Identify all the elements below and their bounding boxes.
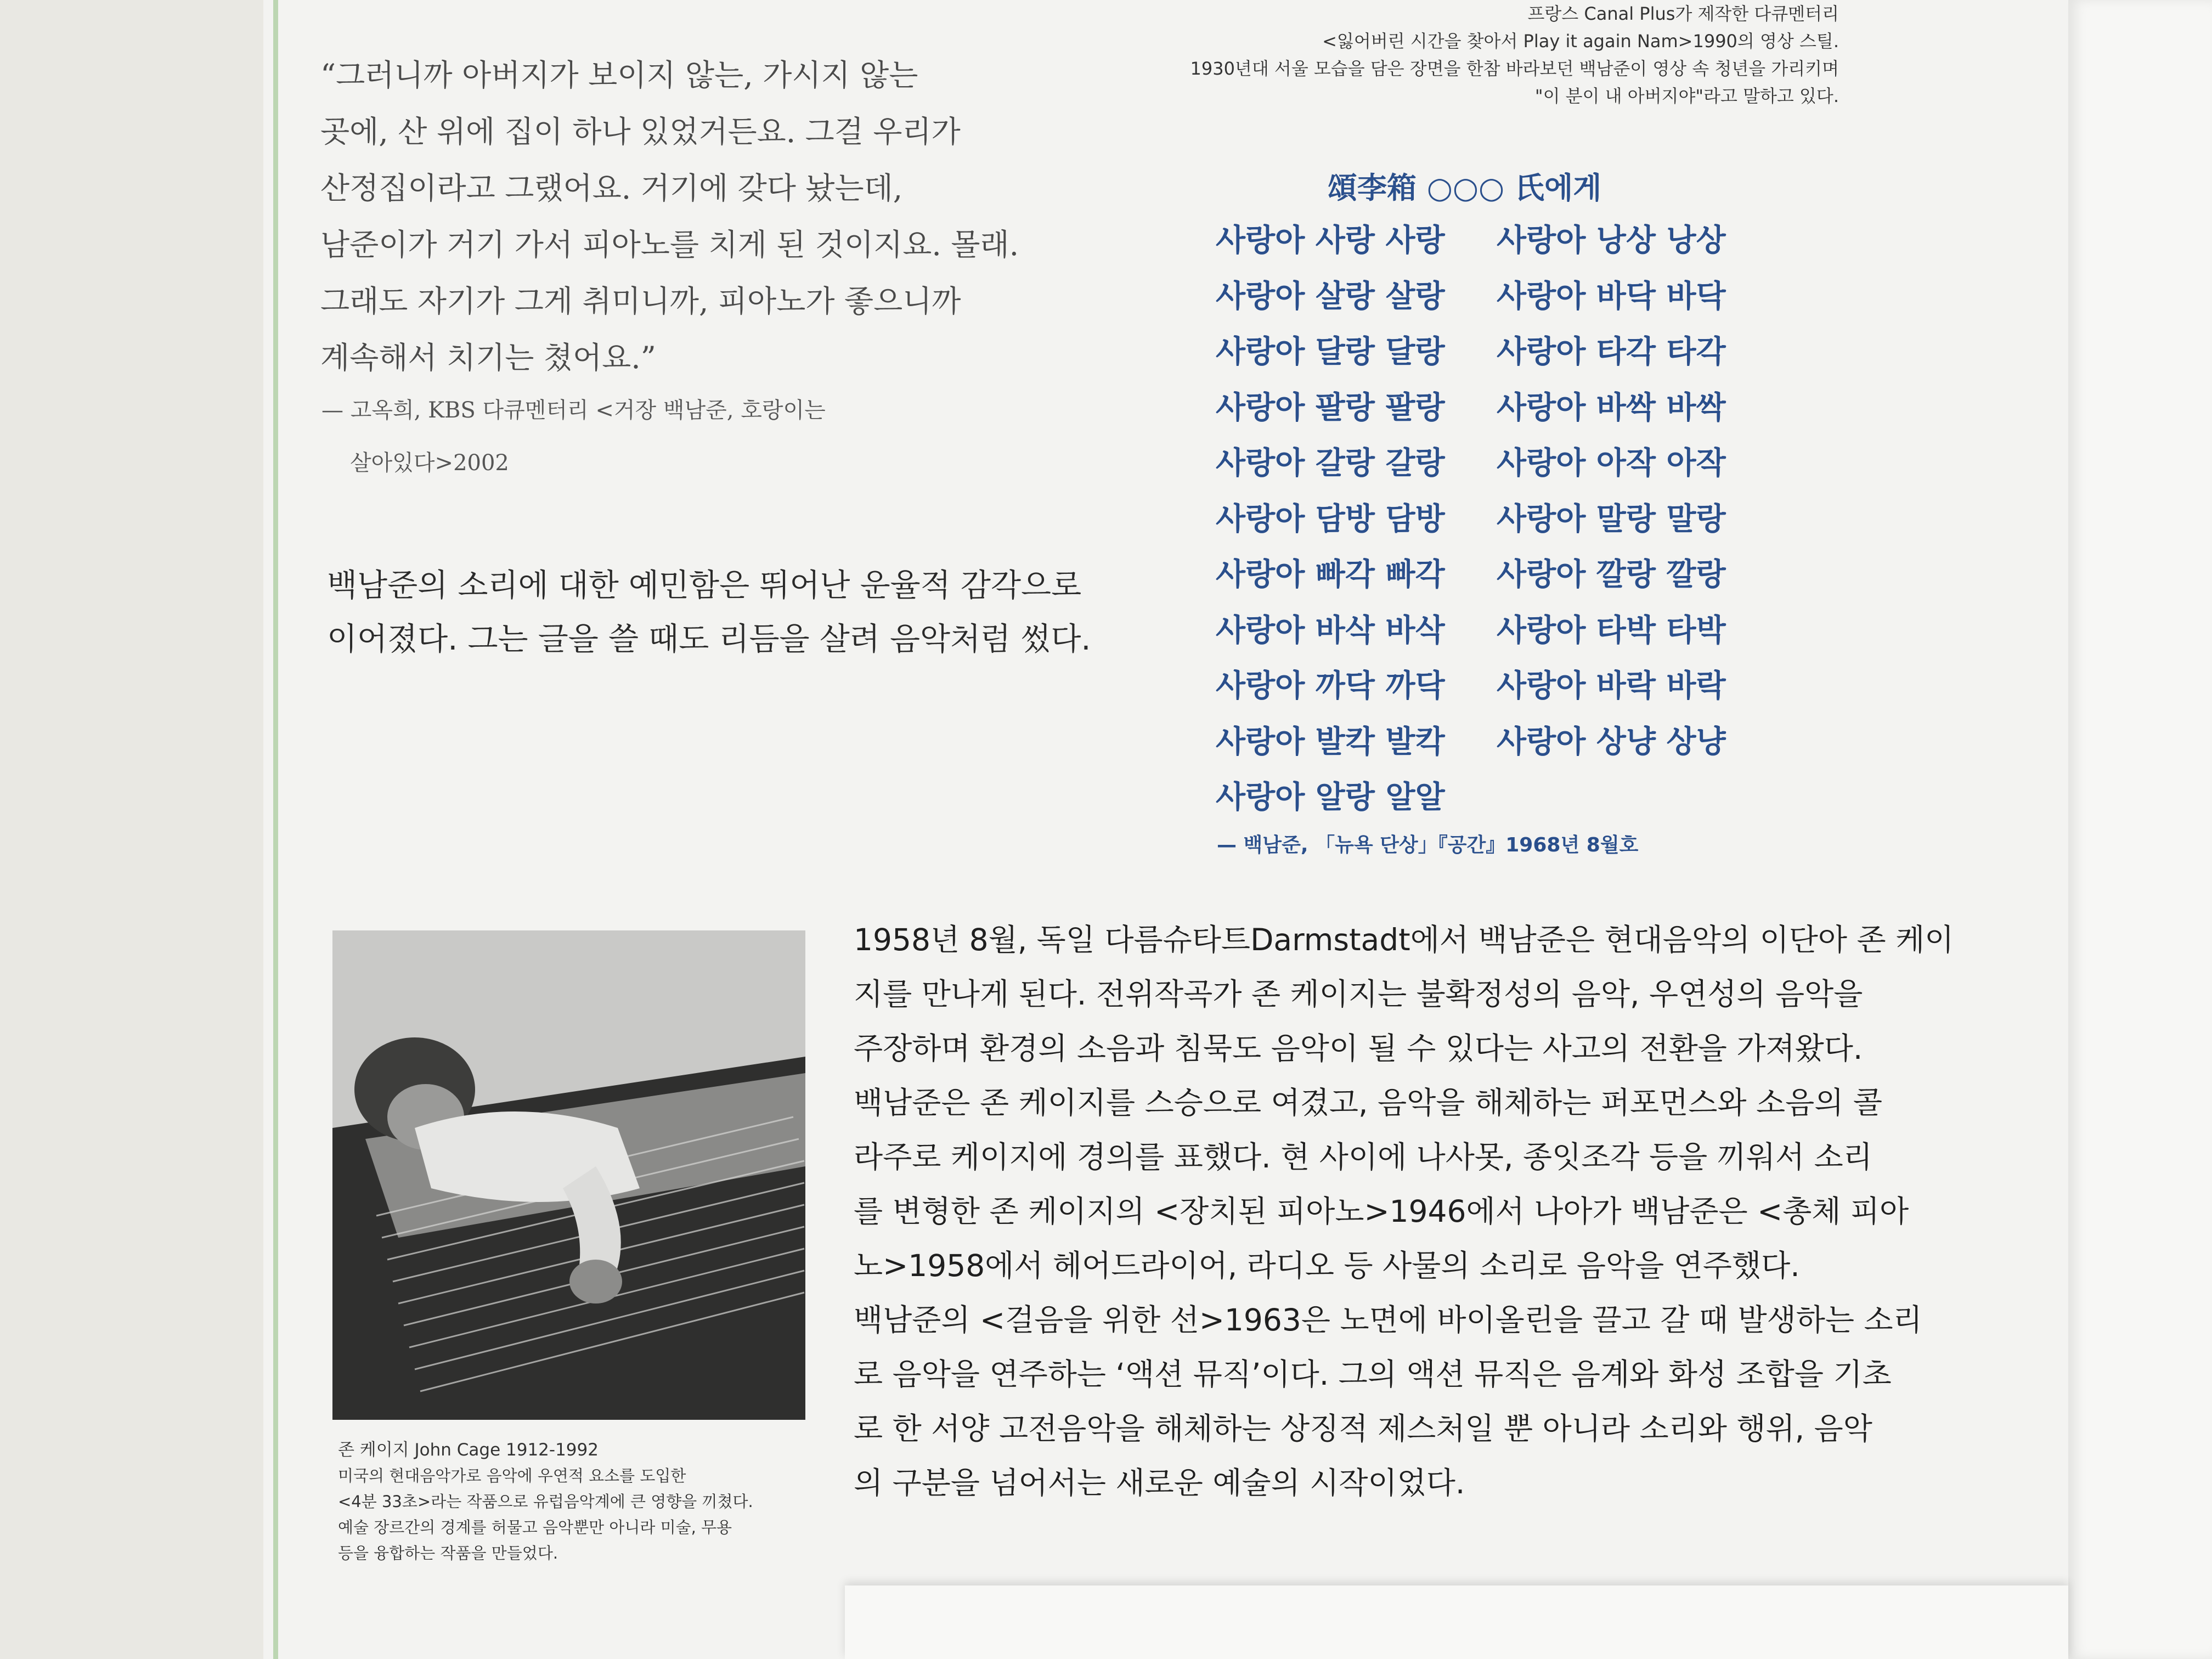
- display-shelf: [845, 1585, 2068, 1659]
- photo-caption-line: 등을 융합하는 작품을 만들었다.: [338, 1544, 558, 1562]
- quote-block: [320, 47, 1099, 386]
- poem-line: 사랑아 바락 바락: [1497, 668, 1726, 704]
- body-line: 의 구분을 넘어서는 새로운 예술의 시작이었다.: [854, 1465, 1465, 1500]
- caption-line: "이 분이 내 아버지야"라고 말하고 있다.: [1534, 86, 1839, 106]
- intro-line: 이어졌다. 그는 글을 쓸 때도 리듬을 살려 음악처럼 썼다.: [327, 621, 1091, 657]
- caption-line: 1930년대 서울 모습을 담은 장면을 한참 바라보던 백남준이 영상 속 청년을 가리키며: [1190, 58, 1839, 79]
- caption-line: 프랑스 Canal Plus가 제작한 다큐멘터리: [1527, 3, 1839, 24]
- quote-line: 남준이가 거기 가서 피아노를 치게 된 것이지요. 몰래.: [320, 227, 1019, 262]
- poem-line: 사랑아 타박 타박: [1497, 612, 1726, 648]
- quote-source-line: 살아있다>2002: [350, 450, 509, 476]
- body-paragraph: [854, 913, 1954, 1510]
- photo-illustration: [332, 930, 805, 1420]
- poem-line: 사랑아 빠각 빠각: [1216, 557, 1445, 592]
- photo-caption-line: 예술 장르간의 경계를 허물고 음악뿐만 아니라 미술, 무용: [338, 1518, 732, 1537]
- body-line: 백남준의 <걸음을 위한 선>1963은 노면에 바이올린을 끌고 갈 때 발생하는 소리: [854, 1302, 1922, 1338]
- body-line: 로 한 서양 고전음악을 해체하는 상징적 제스처일 뿐 아니라 소리와 행위, 음악: [854, 1411, 1872, 1446]
- quote-line: 계속해서 치기는 쳤어요.”: [320, 340, 656, 375]
- poem-line: 사랑아 바싹 바싹: [1497, 390, 1726, 426]
- john-cage-photo: [332, 930, 805, 1420]
- poem-line: 사랑아 사랑 사랑: [1216, 223, 1445, 258]
- poem-line: 사랑아 달랑 달랑: [1216, 334, 1445, 370]
- poem-line: 사랑아 팔랑 팔랑: [1216, 390, 1445, 426]
- green-edge-stripe: [273, 0, 278, 1659]
- poem-line: 사랑아 담방 담방: [1216, 501, 1445, 537]
- body-line: 라주로 케이지에 경의를 표했다. 현 사이에 나사못, 종잇조각 등을 끼워서 소리: [854, 1139, 1872, 1175]
- quote-line: “그러니까 아버지가 보이지 않는, 가시지 않는: [320, 58, 918, 93]
- intro-paragraph: [327, 558, 1106, 666]
- poem-line: 사랑아 갈랑 갈랑: [1216, 445, 1445, 481]
- poem-lines: [1216, 216, 1764, 829]
- poem-source: — 백남준, 「뉴욕 단상」『공간』1968년 8월호: [1217, 834, 1639, 856]
- poem-line: 사랑아 살랑 살랑: [1216, 278, 1445, 314]
- body-line: 백남준은 존 케이지를 스승으로 여겼고, 음악을 해체하는 퍼포먼스와 소음의 콜: [854, 1085, 1882, 1120]
- documentary-caption: [1071, 0, 1839, 110]
- poem-line: 사랑아 까닥 까닥: [1216, 668, 1445, 704]
- photo-caption-line: 미국의 현대음악가로 음악에 우연적 요소를 도입한: [338, 1466, 686, 1485]
- photo-caption-line: <4분 33초>라는 작품으로 유럽음악계에 큰 영향을 끼쳤다.: [338, 1492, 753, 1511]
- poem-line: 사랑아 아작 아작: [1497, 445, 1726, 481]
- photo-caption: [338, 1437, 832, 1566]
- poem-line: 사랑아 타각 타각: [1497, 334, 1726, 370]
- body-line: 로 음악을 연주하는 ‘액션 뮤직’이다. 그의 액션 뮤직은 음계와 화성 조합을 기초: [854, 1357, 1892, 1392]
- poem-title: 頌李箱 ○○○ 氏에게: [1328, 170, 1602, 205]
- poem-line: 사랑아 바삭 바삭: [1216, 612, 1445, 648]
- poem-line: 사랑아 상냥 상냥: [1497, 724, 1726, 760]
- poem-line: 사랑아 말랑 말랑: [1497, 501, 1726, 537]
- poem-line: 사랑아 알랑 알알: [1216, 780, 1445, 815]
- caption-line: <잃어버린 시간을 찾아서 Play it again Nam>1990의 영상 스틸.: [1322, 31, 1839, 52]
- poem-line: 사랑아 바닥 바닥: [1497, 278, 1726, 314]
- quote-line: 산정집이라고 그랬어요. 거기에 갖다 놨는데,: [320, 171, 903, 206]
- body-line: 1958년 8월, 독일 다름슈타트Darmstadt에서 백남준은 현대음악의 이단아 존 케이: [854, 922, 1954, 957]
- quote-source-line: — 고옥희, KBS 다큐멘터리 <거장 백남준, 호랑이는: [321, 398, 826, 423]
- quote-line: 곳에, 산 위에 집이 하나 있었거든요. 그걸 우리가: [320, 114, 961, 149]
- intro-line: 백남준의 소리에 대한 예민함은 뛰어난 운율적 감각으로: [327, 567, 1082, 603]
- body-line: 지를 만나게 된다. 전위작곡가 존 케이지는 불확정성의 음악, 우연성의 음악을: [854, 977, 1863, 1012]
- poem-line: 사랑아 발칵 발칵: [1216, 724, 1445, 760]
- quote-line: 그래도 자기가 그게 취미니까, 피아노가 좋으니까: [320, 284, 961, 319]
- wall-right: [2068, 0, 2212, 1659]
- body-line: 를 변형한 존 케이지의 <장치된 피아노>1946에서 나아가 백남준은 <총체 피아: [854, 1194, 1909, 1229]
- poem-line: 사랑아 낭상 낭상: [1497, 223, 1726, 258]
- poem-line: 사랑아 깔랑 깔랑: [1497, 557, 1726, 592]
- quote-source: [321, 384, 980, 489]
- body-line: 노>1958에서 헤어드라이어, 라디오 등 사물의 소리로 음악을 연주했다.: [854, 1248, 1800, 1283]
- body-line: 주장하며 환경의 소음과 침묵도 음악이 될 수 있다는 사고의 전환을 가져왔다.: [854, 1031, 1863, 1066]
- photo-caption-name: 존 케이지 John Cage 1912-1992: [338, 1440, 599, 1460]
